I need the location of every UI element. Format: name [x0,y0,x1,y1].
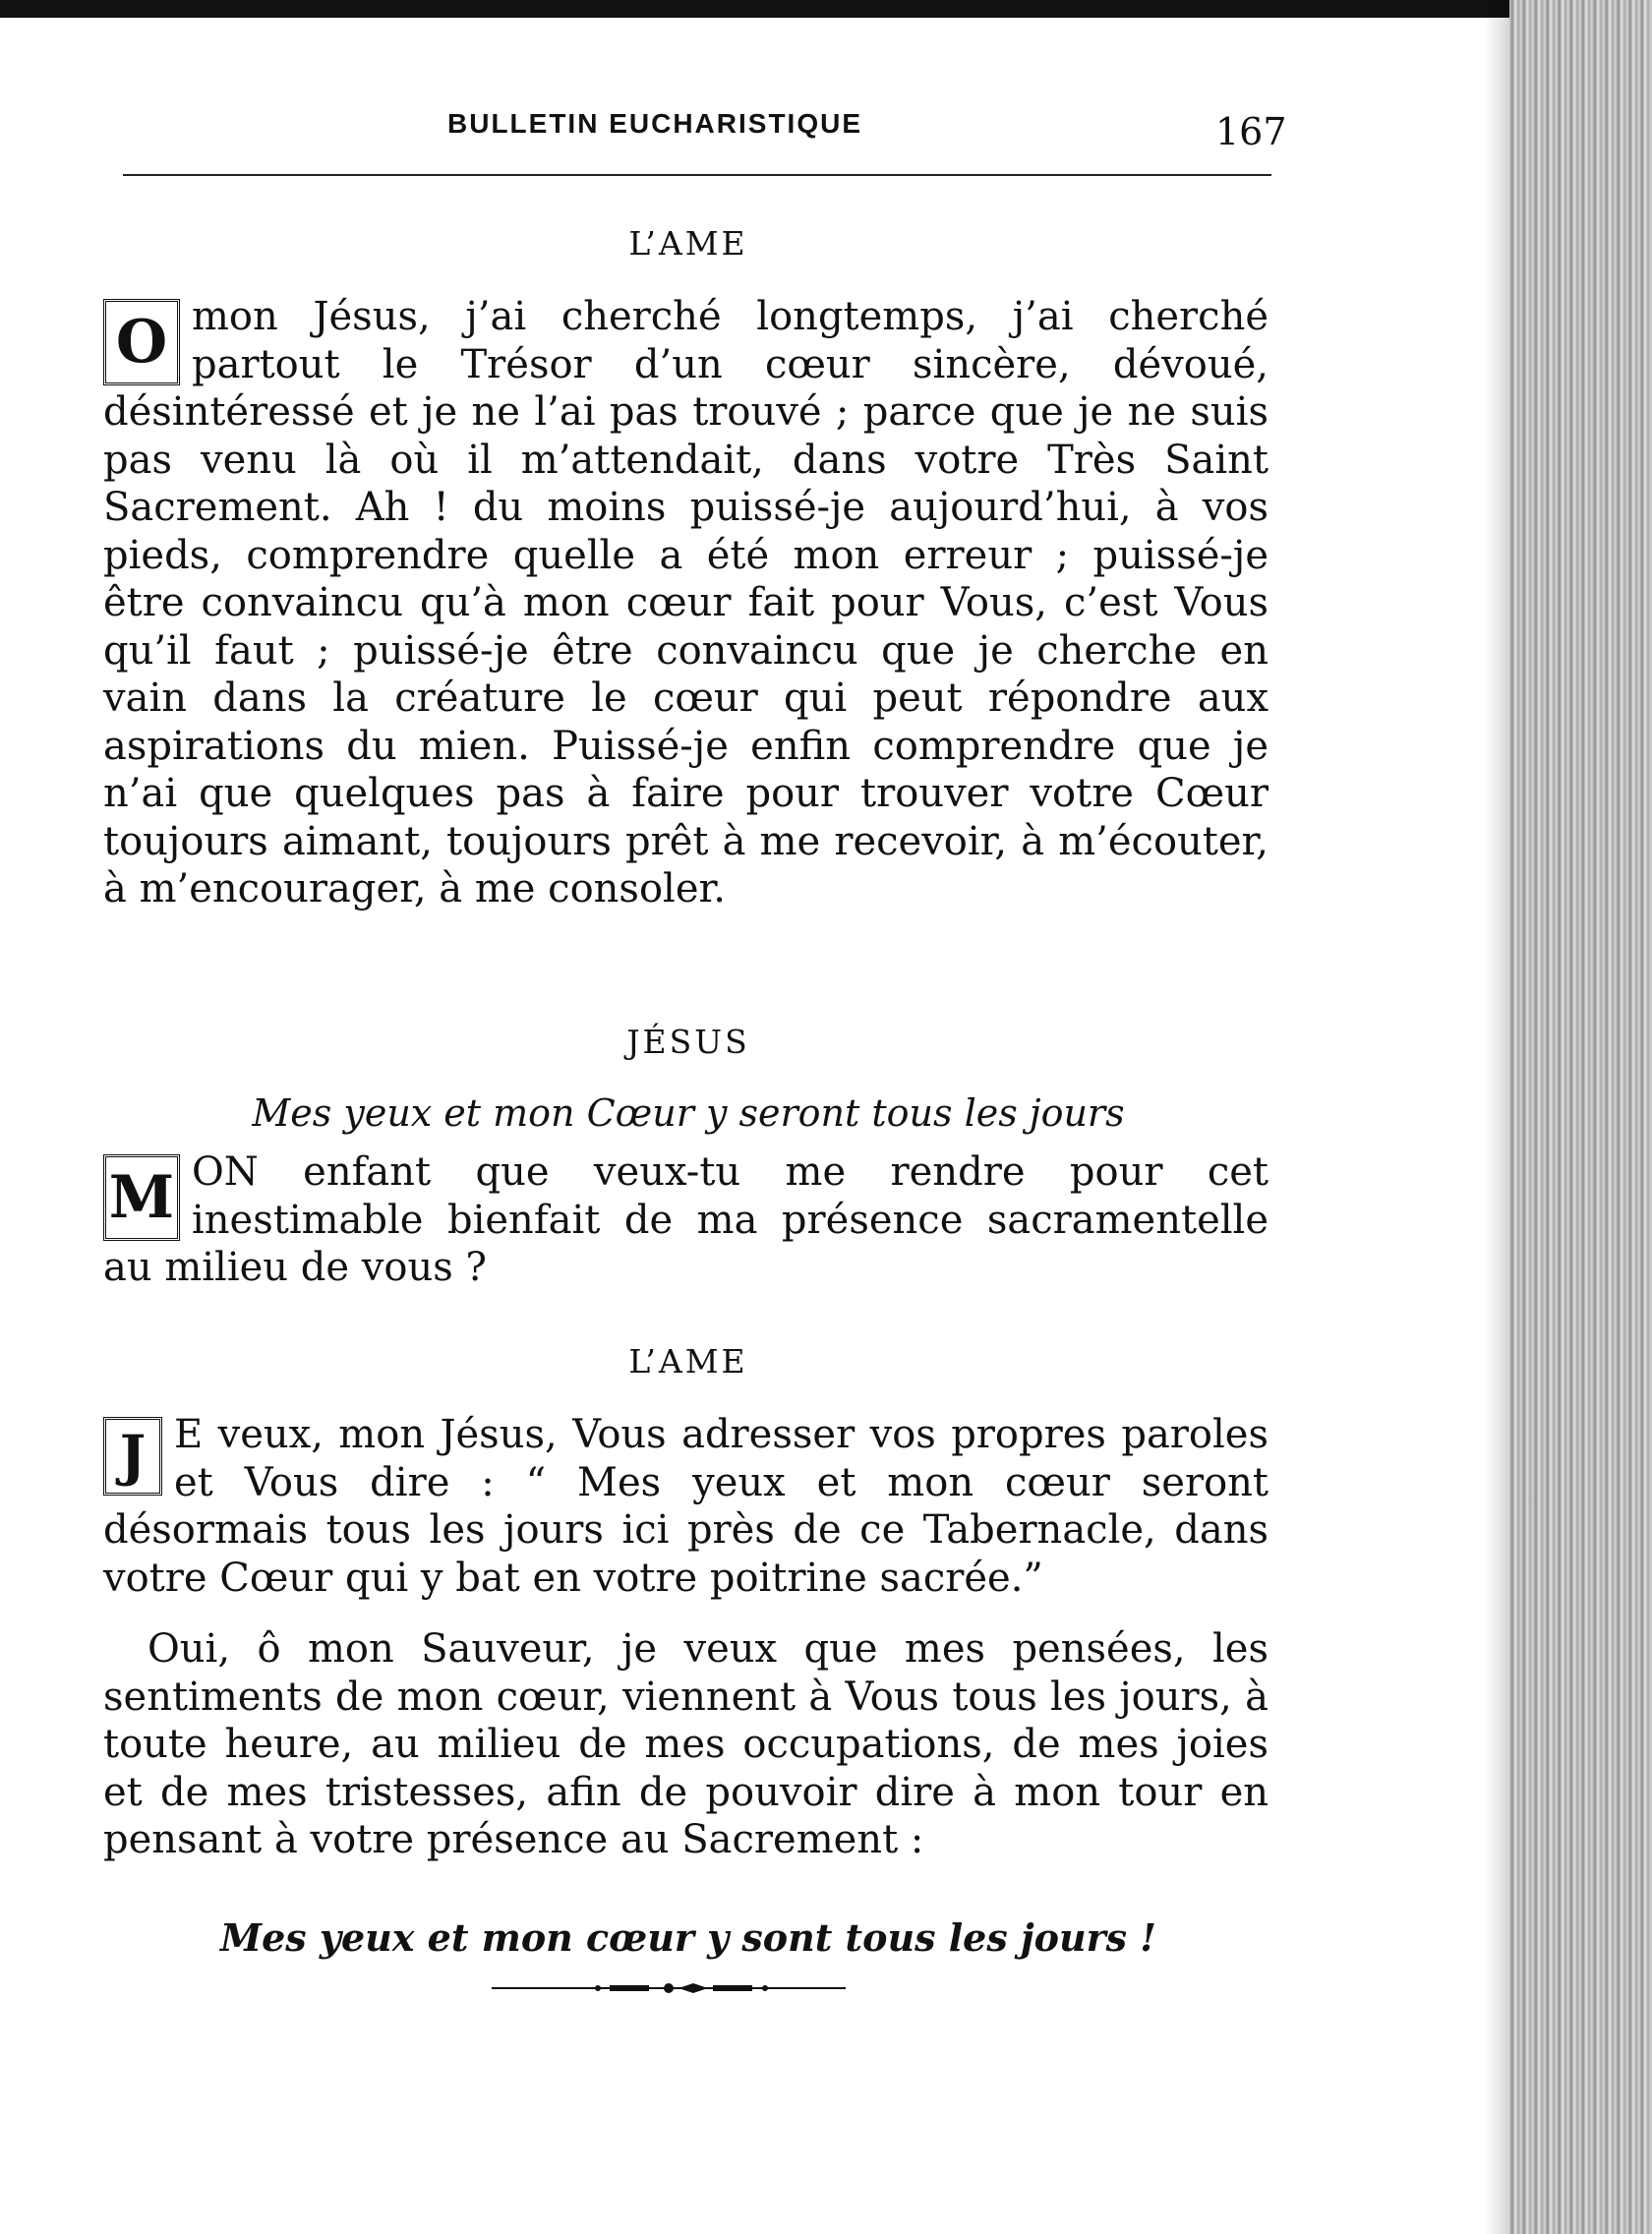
motto-line: Mes yeux et mon Cœur y seront tous les jours [252,1091,1125,1135]
closing-motto: Mes yeux et mon cœur y sont tous les jours ! [220,1915,1156,1960]
paragraph-jesus [103,1148,1268,1292]
paragraph-ame-2 [103,1411,1268,1602]
paragraph-ame-1 [103,293,1268,913]
book-page [98,0,1287,2234]
ornamental-initial-j: J [103,1417,162,1496]
paragraph-text: mon Jésus, j’ai cherché longtemps, j’ai cherché partout le Trésor d’un cœur sincère, dévoué, désintéressé et je ne l’ai pas trouvé ; parce que je ne suis pas venu là où il m’attendait, dans votre Très Saint Sacrement. Ah ! du moins puissé-je aujourd’hui, à vos pieds, comprendre quelle a été mon erreur ; puissé-je être convaincu qu’à mon cœur fait pour Vous, c’est Vous qu’il faut ; puissé-je être convaincu que je cherche en vain dans la créature le cœur qui peut répondre aux aspirations du mien. Puissé-je enfin comprendre que je n’ai que quelques pas à faire pour trouver votre Cœur toujours aimant, toujours prêt à me recevoir, à m’écouter, à m’encourager, à me consoler. [103,294,1268,911]
page-gutter-shadow [1485,0,1512,2234]
running-title: BULLETIN EUCHARISTIQUE [447,108,862,139]
book-page-edges [1509,0,1652,2234]
paragraph-text: Oui, ô mon Sauveur, je veux que mes pensées, les sentiments de mon cœur, viennent à Vous tous les jours, à toute heure, au milieu de mes occupations, de mes joies et de mes tristesses, afin de pouvoir dire à mon tour en pensant à votre présence au Sacrement : [103,1626,1268,1862]
ornamental-initial-m: M [103,1154,180,1241]
paragraph-text: ON enfant que veux-tu me rendre pour cet inestimable bienfait de ma présence sacramentelle au milieu de vous ? [103,1149,1268,1290]
speaker-heading-jesus: JÉSUS [626,1023,750,1061]
page-number: 167 [1215,110,1287,153]
paragraph-ame-3 [103,1625,1268,1864]
speaker-heading-ame-1: L’AME [628,224,748,263]
paragraph-text: E veux, mon Jésus, Vous adresser vos propres paroles et Vous dire : “ Mes yeux et mon cœur seront désormais tous les jours ici près de ce Tabernacle, dans votre Cœur qui y bat en votre poitrine sacrée.” [103,1412,1268,1601]
tailpiece-ornament-icon [492,1981,846,1995]
ornamental-initial-o: O [103,299,180,385]
speaker-heading-ame-2: L’AME [628,1342,748,1381]
header-rule [123,174,1271,176]
